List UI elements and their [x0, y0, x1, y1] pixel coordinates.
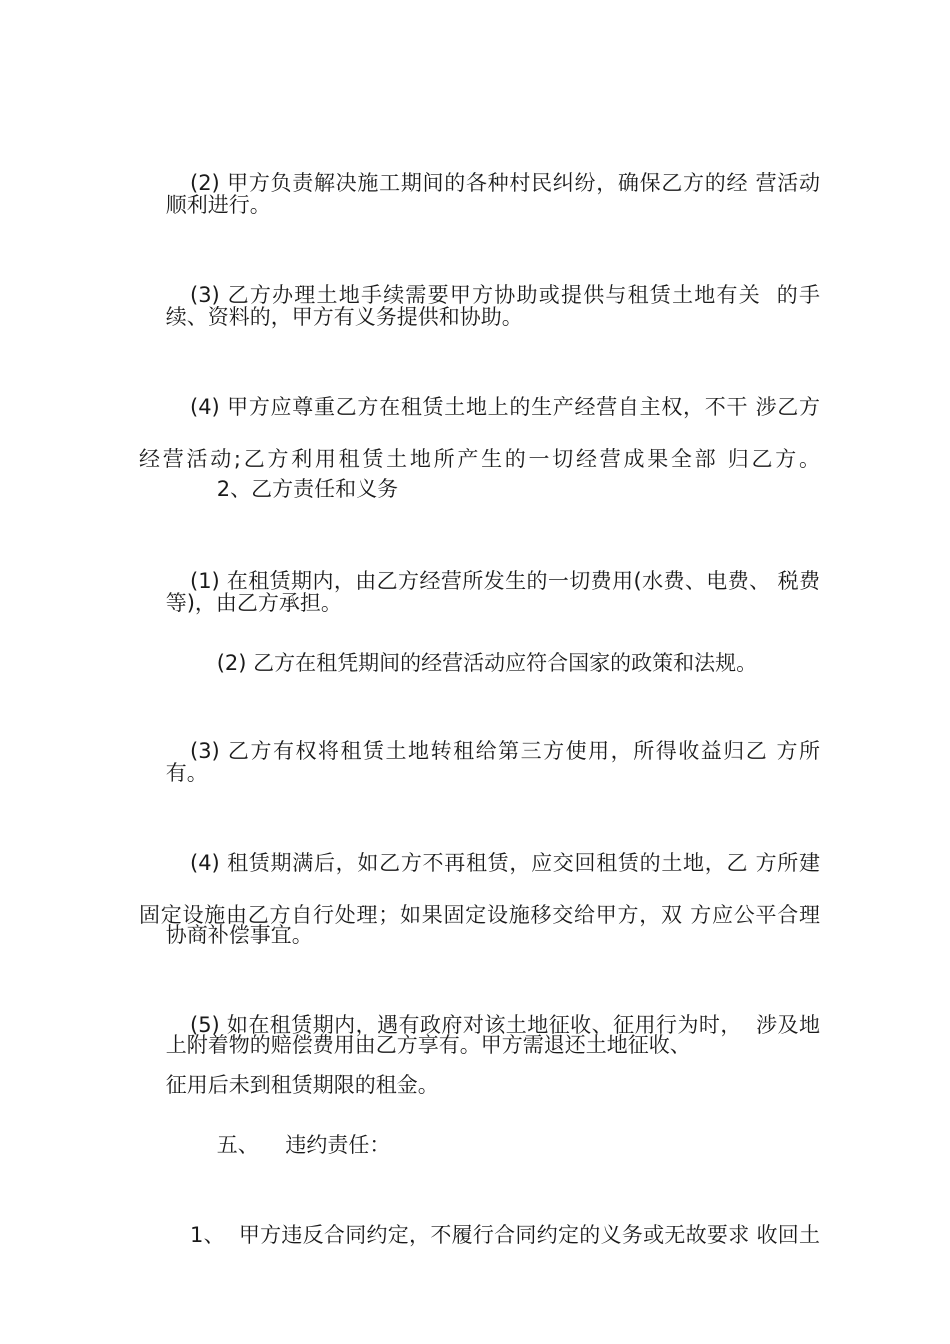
paragraph-line [0, 160, 950, 217]
paragraph-text: (4) 甲方应尊重乙方在租赁土地上的生产经营自主权，不干 涉乙方 [190, 395, 820, 419]
paragraph-line [0, 220, 950, 307]
paragraph-line [0, 1160, 950, 1247]
paragraph-line [0, 890, 950, 947]
section-heading [0, 1100, 950, 1157]
section-heading-text: 2、乙方责任和义务 [216, 477, 399, 501]
paragraph-text: (2) 甲方负责解决施工期间的各种村民纠纷，确保乙方的经 营活动 [190, 171, 820, 195]
paragraph-text: 经营活动;乙方利用租赁土地所产生的一切经营成果全部 归乙方。 [139, 447, 820, 471]
paragraph-line [0, 676, 950, 763]
paragraph-line [0, 840, 950, 927]
paragraph-line [0, 728, 950, 785]
paragraph-line [0, 384, 950, 471]
paragraph-line [0, 618, 950, 675]
paragraph-text: 续、资料的，甲方有义务提供和协助。 [165, 305, 523, 329]
paragraph-text: 固定设施由乙方自行处理；如果固定设施移交给甲方，双 方应公平合理 [139, 903, 820, 927]
paragraph-text: 上附着物的赔偿费用由乙方享有。甲方需退还土地征收、 [165, 1033, 691, 1057]
paragraph-text: 协商补偿事宜。 [165, 923, 313, 947]
paragraph-line [0, 558, 950, 615]
paragraph-line [0, 332, 950, 419]
paragraph-text: (3) 乙方办理土地手续需要甲方协助或提供与租赁土地有关 的手 [190, 283, 820, 307]
paragraph-line [0, 108, 950, 195]
paragraph-line [0, 950, 950, 1037]
paragraph-text: 等)，由乙方承担。 [165, 591, 342, 615]
paragraph-line [0, 272, 950, 329]
paragraph-line [0, 1040, 950, 1097]
paragraph-text: (1) 在租赁期内，由乙方经营所发生的一切费用(水费、电费、 税费 [190, 569, 820, 593]
paragraph-text: (2) 乙方在租凭期间的经营活动应符合国家的政策和法规。 [216, 651, 758, 675]
paragraph-text: (5) 如在租赁期内，遇有政府对该土地征收、征用行为时， 涉及地 [190, 1013, 820, 1037]
paragraph-line [0, 788, 950, 875]
paragraph-text: (3) 乙方有权将租赁土地转租给第三方使用，所得收益归乙 方所 [190, 739, 820, 763]
paragraph-text: 顺利进行。 [165, 193, 271, 217]
paragraph-text: 1、 甲方违反合同约定，不履行合同约定的义务或无故要求 收回土 [190, 1223, 820, 1247]
paragraph-text: (4) 租赁期满后，如乙方不再租赁，应交回租赁的土地，乙 方所建 [190, 851, 820, 875]
paragraph-line [0, 1000, 950, 1057]
paragraph-text: 有。 [165, 761, 208, 785]
paragraph-line [0, 506, 950, 593]
section-heading [0, 444, 950, 501]
section-heading-text: 五、 违约责任： [216, 1133, 391, 1157]
paragraph-text: 征用后未到租赁期限的租金。 [165, 1073, 439, 1097]
